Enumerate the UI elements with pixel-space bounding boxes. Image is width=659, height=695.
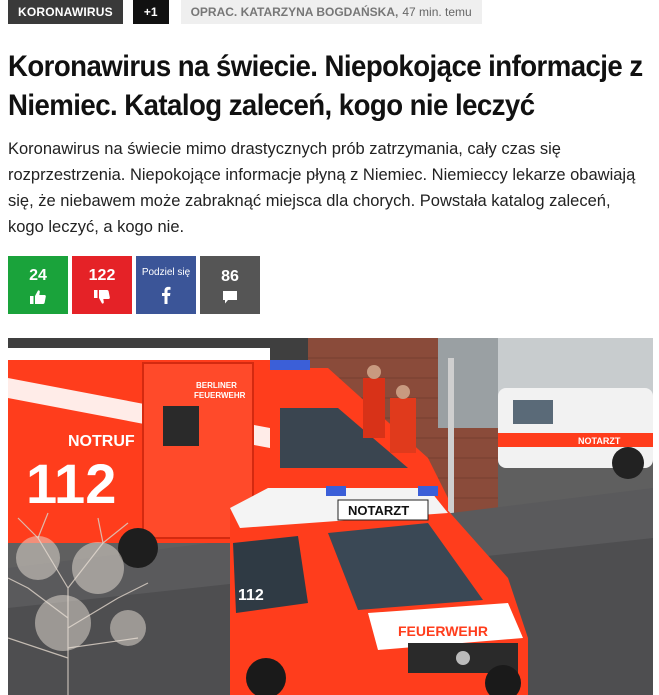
- category-tag[interactable]: KORONAWIRUS: [8, 0, 123, 24]
- thumbs-down-icon: [94, 290, 110, 304]
- article-photo[interactable]: [8, 338, 653, 695]
- dislike-count: 122: [88, 267, 116, 284]
- comment-icon: [223, 291, 237, 304]
- author-name: OPRAC. KATARZYNA BOGDAŃSKA,: [190, 5, 399, 19]
- dislike-button[interactable]: [72, 256, 132, 314]
- front-vehicle-side-text: FEUERWEHR: [398, 623, 488, 639]
- more-categories-tag[interactable]: +1: [133, 0, 169, 24]
- comment-count: 86: [221, 267, 239, 285]
- left-vehicle-112: 112: [26, 452, 117, 515]
- comments-button[interactable]: [200, 256, 260, 314]
- like-count: 24: [29, 267, 47, 284]
- facebook-share-button[interactable]: [136, 256, 196, 314]
- left-vehicle-brand1: BERLINER: [196, 381, 237, 390]
- publish-time: 47 min. temu: [402, 5, 472, 19]
- facebook-icon: [161, 286, 171, 304]
- thumbs-up-icon: [30, 290, 46, 304]
- article-lead: Koronawirus na świecie mimo drastycznych prób zatrzymania, cały czas się rozprzestrzenia. Niepokojące informacje płyną z Niemiec. Niemieccy lekarze obawiają się, że niebawem może zabraknąć miejsca dla chorych. Powstała katalog zaleceń, kogo leczyć, a kogo nie.: [8, 140, 636, 236]
- author-info: [181, 0, 482, 24]
- article-tag-bar: [8, 0, 482, 24]
- left-vehicle-brand2: FEUERWEHR: [194, 391, 246, 400]
- ambulance-scene-illustration: [8, 338, 653, 695]
- front-vehicle-number: 112: [238, 587, 264, 604]
- left-vehicle-notruf: NOTRUF: [68, 433, 135, 450]
- article-title: Koronawirus na świecie. Niepokojące informacje z Niemiec. Katalog zaleceń, kogo nie leczyć: [8, 50, 643, 122]
- reaction-bar: [8, 256, 260, 314]
- right-vehicle-text: NOTARZT: [578, 436, 621, 446]
- share-label: Podziel się: [141, 267, 191, 278]
- like-button[interactable]: [8, 256, 68, 314]
- front-vehicle-sign: NOTARZT: [348, 503, 410, 518]
